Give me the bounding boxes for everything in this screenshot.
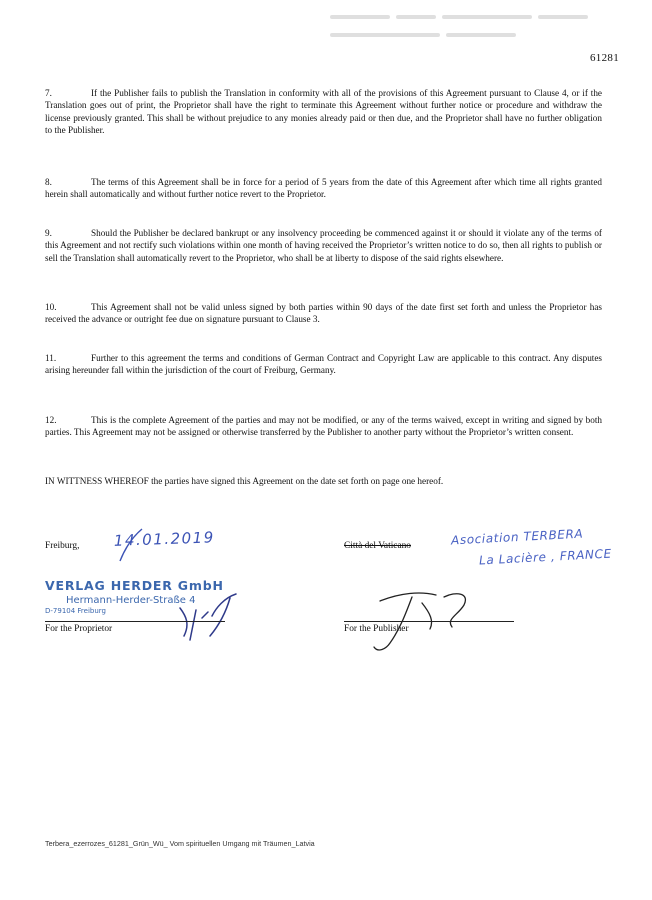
stamp-street: Hermann-Herder-Straße 4 — [66, 595, 196, 606]
file-reference-footer: Terbera_ezerrozes_61281_Grün_Wü_ Vom spirituellen Umgang mit Träumen_Latvia — [45, 839, 315, 848]
clause-number: 12. — [45, 415, 57, 425]
publisher-signature — [360, 583, 490, 663]
date-scribble-mark — [112, 525, 152, 565]
clause-8 — [45, 176, 602, 201]
clause-number: 10. — [45, 302, 57, 312]
struck-place-vatican: Città del Vaticano — [344, 541, 411, 551]
witness-statement: IN WITTNESS WHEREOF the parties have signed this Agreement on the date set forth on page one hereof. — [45, 476, 444, 486]
clause-7 — [45, 87, 602, 136]
signing-place-freiburg: Freiburg, — [45, 541, 80, 551]
handwritten-date: 14.01.2019 — [113, 528, 216, 550]
stamp-city: D-79104 Freiburg — [45, 607, 106, 615]
stamp-company-name: VERLAG HERDER GmbH — [45, 578, 224, 593]
clause-text: The terms of this Agreement shall be in force for a period of 5 years from the date of this Agreement after which time all rights granted herein shall automatically and without further notice revert to the Proprietor. — [45, 177, 602, 200]
clause-text: This is the complete Agreement of the parties and may not be modified, or any of the terms waived, except in writing and signed by both parties. This Agreement may not be assigned or otherwise transferred by the Publisher to another party without the Proprietor’s written consent. — [45, 415, 602, 438]
clause-number: 7. — [45, 88, 52, 98]
bleed-through-marks — [330, 6, 630, 32]
clause-text: Further to this agreement the terms and conditions of German Contract and Copyright Law are applicable to this contract. Any disputes arising hereunder fall within the jurisdiction of the court of Freiburg, Germany. — [45, 353, 602, 376]
proprietor-signature — [150, 588, 250, 648]
clause-number: 11. — [45, 353, 57, 363]
clause-number: 8. — [45, 177, 52, 187]
publisher-signature-line — [344, 621, 514, 622]
clause-number: 9. — [45, 228, 52, 238]
clause-10 — [45, 301, 602, 326]
for-proprietor-label: For the Proprietor — [45, 624, 113, 634]
clause-text: Should the Publisher be declared bankrupt or any insolvency proceeding be commenced against it or should it violate any of the terms of this Agreement and not rectify such violations within one month of having received the Proprietor’s written notice to do so, then all rights to publish or sell the Translation shall automatically revert to the Proprietor, who shall be at liberty to dispose of the said rights elsewhere. — [45, 228, 602, 263]
for-publisher-label: For the Publisher — [344, 624, 409, 634]
clause-text: This Agreement shall not be valid unless signed by both parties within 90 days of the date first set forth and unless the Proprietor has received the advance or outright fee due on signature pursuant to Clause 3. — [45, 302, 602, 325]
clause-9 — [45, 227, 602, 264]
handwritten-publisher-address: La Lacière , FRANCE — [478, 546, 613, 568]
document-number: 61281 — [590, 52, 619, 64]
clause-11 — [45, 352, 602, 377]
proprietor-signature-line — [45, 621, 225, 622]
handwritten-publisher-name: Asociation TERBERA — [450, 526, 584, 548]
clause-text: If the Publisher fails to publish the Translation in conformity with all of the provisions of this Agreement pursuant to Clause 4, or if the Translation goes out of print, the Proprietor shall have the right to terminate this Agreement without further notice or procedure and withdraw the license previously granted. This shall be without prejudice to any monies already paid or then due, and the Proprietor shall have no further obligation to the Publisher. — [45, 88, 602, 135]
clause-12 — [45, 414, 602, 439]
